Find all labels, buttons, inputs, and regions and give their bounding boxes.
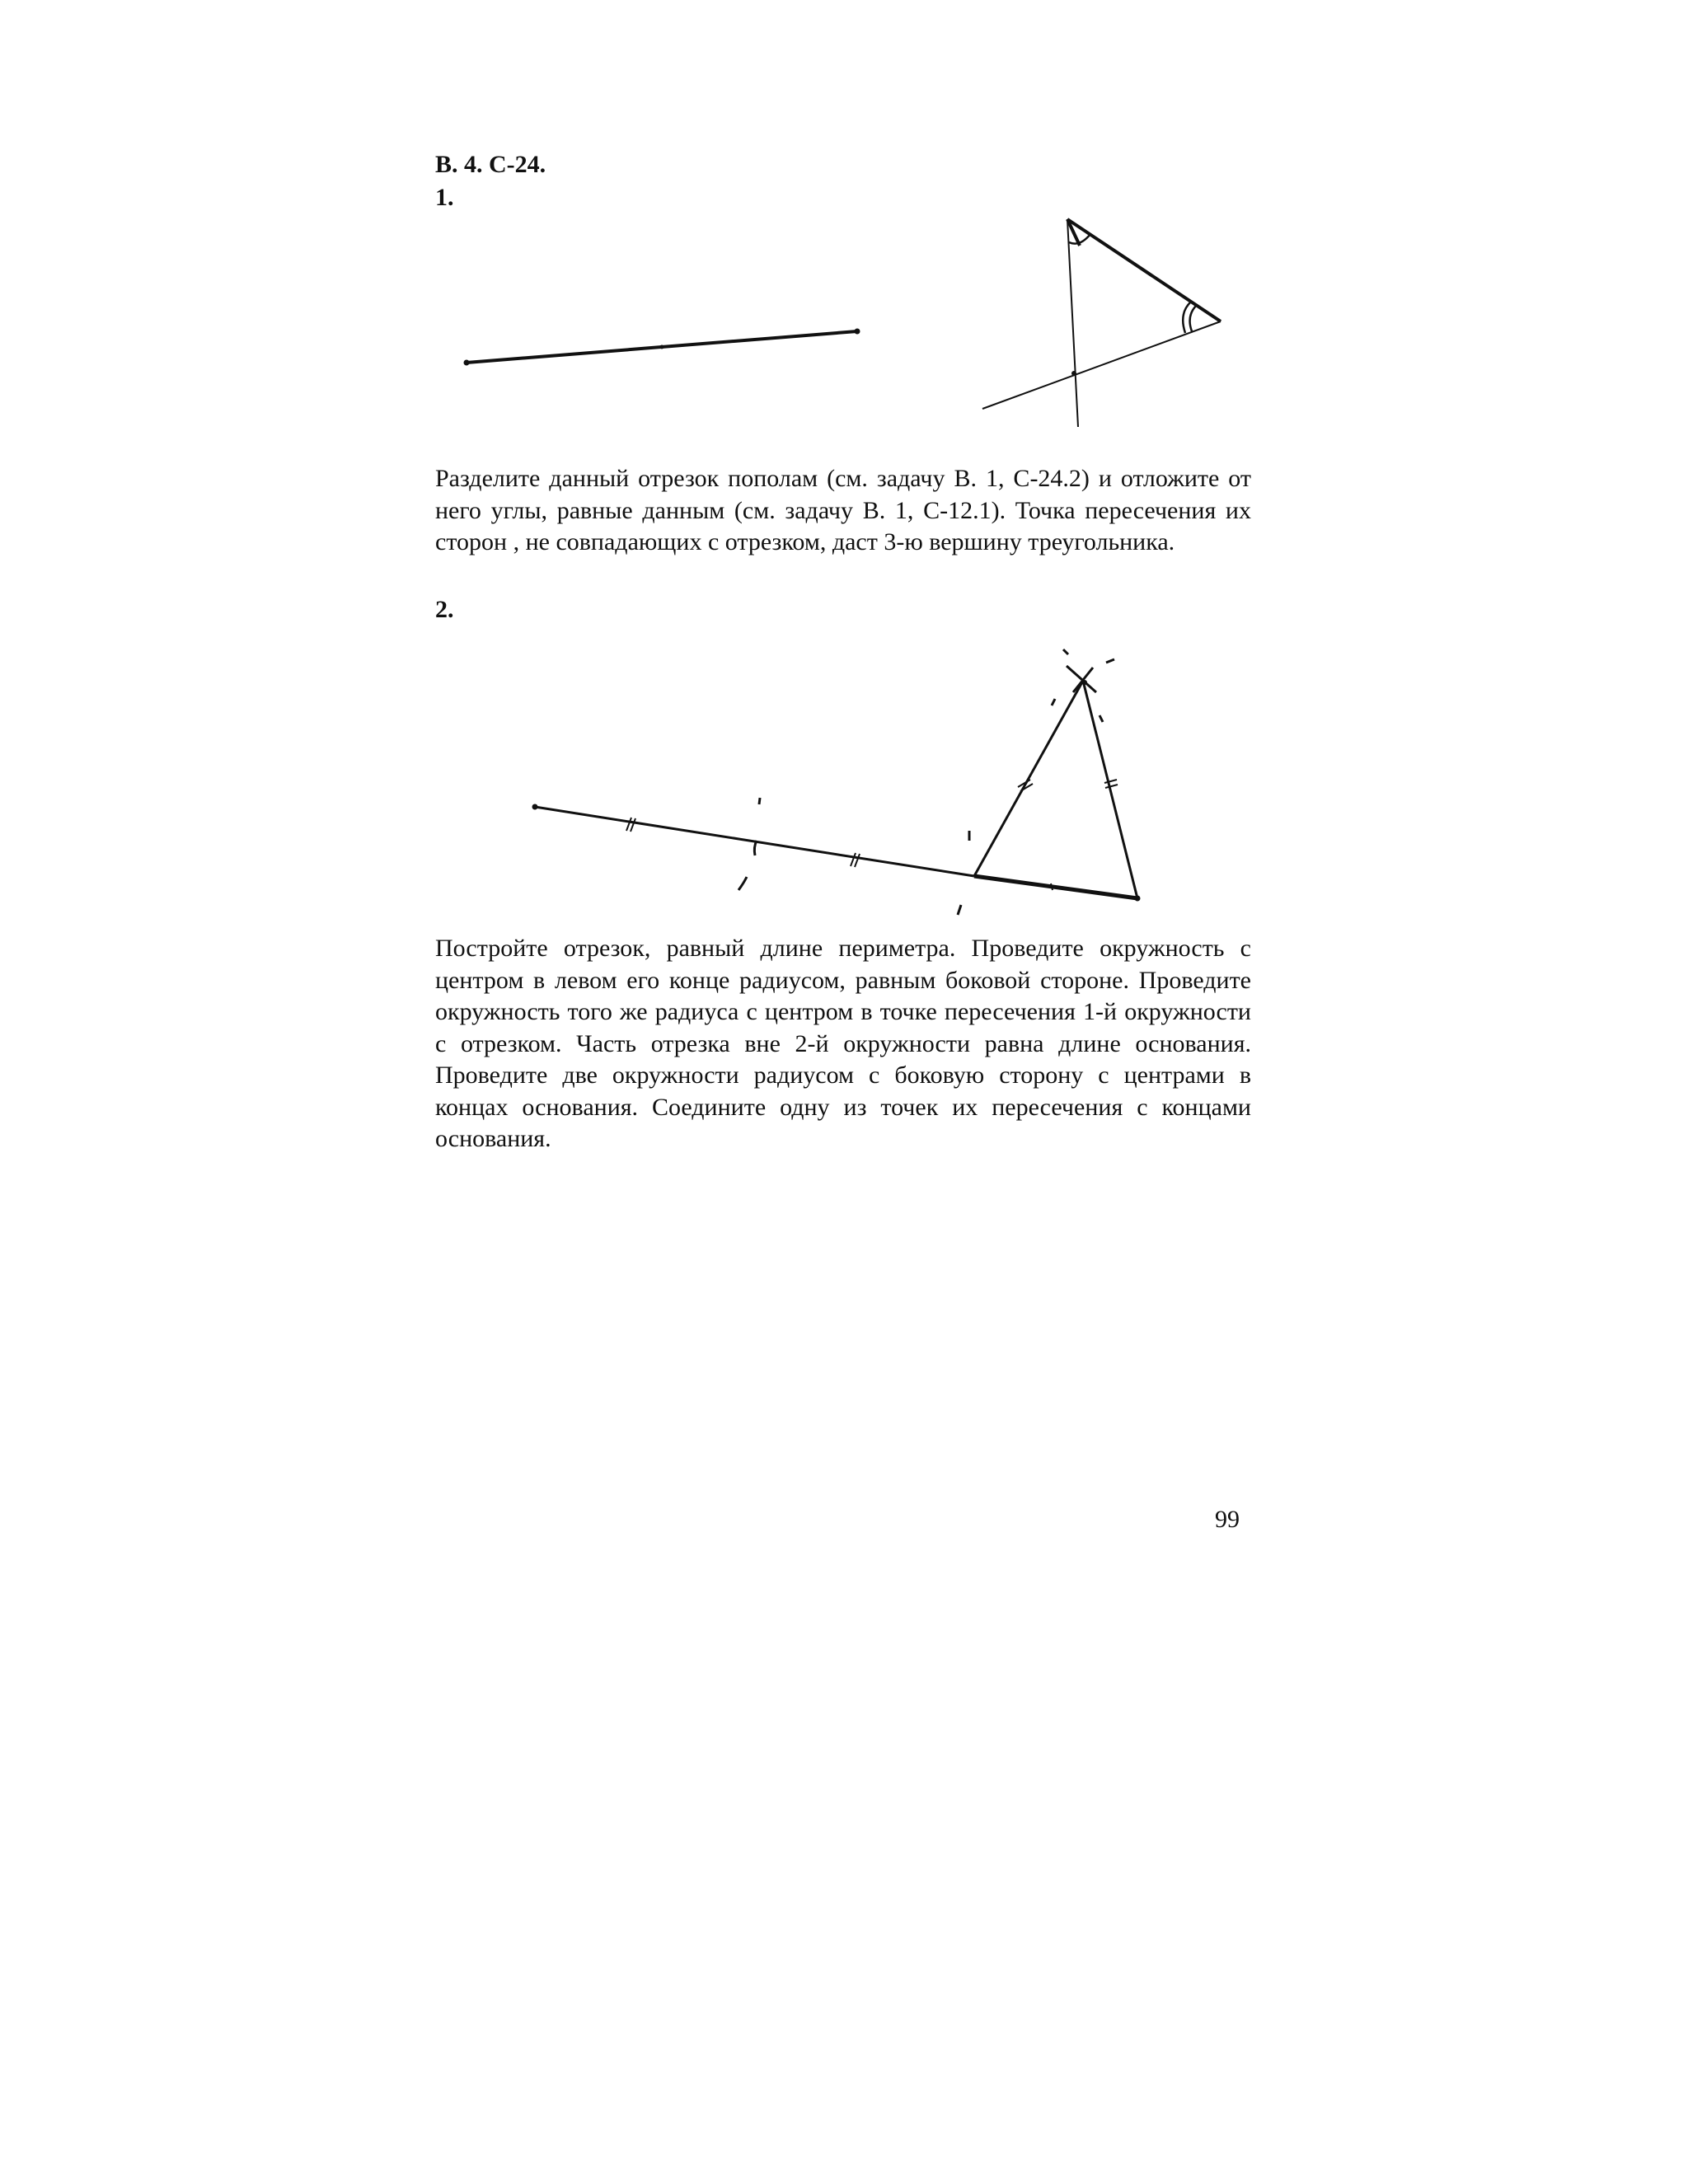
task-1-instructions: Разделите данный отрезок пополам (см. задачу В. 1, С-24.2) и отложите от него углы, равные данным (см. задачу В. 1, С-12.1). Точка пересечения их сторон , не совпадающих с отрезком, даст 3-ю вершину треугольника. [435, 465, 1251, 555]
figure-2-diagram [495, 635, 1179, 931]
segment-midpoint [660, 345, 664, 349]
section-title: В. 4. С-24. [435, 151, 546, 178]
task-1-number: 1. [435, 184, 454, 211]
triangle-side-left [974, 681, 1083, 876]
perimeter-segment [535, 807, 974, 876]
intersection-point [1071, 371, 1076, 376]
equal-marks-segment [626, 818, 860, 867]
triangle-side-right [1083, 681, 1137, 898]
construction-line [1067, 219, 1078, 427]
angle-arc-double [1190, 305, 1197, 331]
page-number: 99 [1215, 1506, 1240, 1533]
angle-arc-single [1069, 234, 1090, 244]
figure-1-diagram [453, 196, 1232, 435]
task-2-number: 2. [435, 596, 454, 623]
apex-point [1082, 680, 1087, 685]
segment-endpoint [532, 804, 538, 810]
segment-endpoint [855, 329, 860, 335]
base-midpoint-tick [1051, 883, 1053, 890]
triangle-base [974, 876, 1137, 898]
task-2-instructions: Постройте отрезок, равный длине периметра. Проведите окружность с центром в левом его конце радиусом, равным боковой стороне. Проведите окружность того же радиуса с центром в точке пересечения 1-й окружности с отрезком. Часть отрезка вне 2-й окружности равна длине основания. Проведите две окружности радиусом с боковую сторону с центрами в концах основания. Соедините одну из точек их пересечения с концами основания. [435, 935, 1251, 1152]
compass-arcs [738, 649, 1114, 915]
construction-line [982, 321, 1221, 409]
segment-endpoint [464, 360, 470, 366]
equal-marks-sides [1018, 780, 1118, 791]
